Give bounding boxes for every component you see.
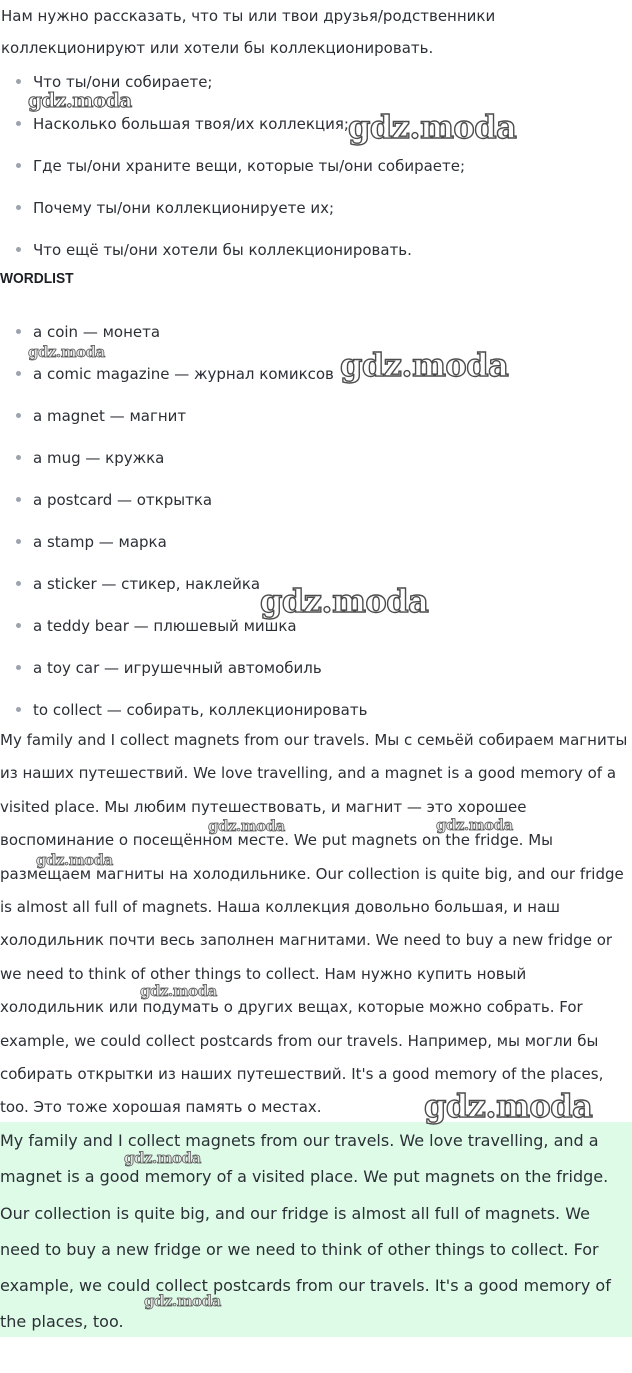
watermark-logo: gdz.moda [260,582,429,620]
bullet-icon [16,707,21,712]
bullet-icon [16,497,21,502]
list-item: Что ты/они собираете; [0,72,632,114]
watermark-logo: gdz.moda [124,1149,201,1167]
bullet-icon [16,581,21,586]
list-item: a coin — монета [0,322,632,364]
bullet-icon [16,371,21,376]
list-item: to collect — собирать, коллекционировать [0,700,632,742]
watermark-logo: gdz.moda [208,817,285,835]
intro-line-1: Нам нужно рассказать, что ты или твои друзья/родственники [1,7,496,25]
wordlist [0,322,632,742]
watermark-logo: gdz.moda [28,343,105,361]
list-item: a toy car — игрушечный автомобиль [0,658,632,700]
bullet-icon [16,247,21,252]
bullet-icon [16,163,21,168]
list-item: a postcard — открытка [0,490,632,532]
bullet-icon [16,205,21,210]
watermark-logo: gdz.moda [36,851,113,869]
bullet-icon [16,623,21,628]
watermark-logo: gdz.moda [140,982,217,1000]
bullet-icon [16,539,21,544]
watermark-logo: gdz.moda [340,346,509,384]
watermark-logo: gdz.moda [144,1292,221,1310]
list-item: a magnet — магнит [0,406,632,448]
bullet-icon [16,329,21,334]
bullet-icon [16,79,21,84]
bullet-icon [16,413,21,418]
watermark-logo: gdz.moda [424,1087,593,1125]
intro-block [0,0,632,58]
list-item: a comic magazine — журнал комиксов [0,364,632,406]
watermark-logo: gdz.moda [436,816,513,834]
wordlist-heading: WORDLIST [0,270,74,287]
bullet-icon [16,665,21,670]
answer-box [0,1122,632,1337]
bullet-icon [16,121,21,126]
list-item: Что ещё ты/они хотели бы коллекционировать. [0,240,632,282]
watermark-logo: gdz.moda [28,88,132,112]
list-item: a teddy bear — плюшевый мишка [0,616,632,658]
watermark-logo: gdz.moda [348,108,517,146]
list-item: a stamp — марка [0,532,632,574]
intro-line-2: коллекционируют или хотели бы коллекционировать. [1,39,434,57]
list-item: a mug — кружка [0,448,632,490]
list-item: Почему ты/они коллекционируете их; [0,198,632,240]
answer-text: My family and I collect magnets from our travels. We love travelling, and a magnet is a good memory of a visited place. We put magnets on the fridge. Our collection is quite big, and our fridge is almost all full of magnets. We need to buy a new fridge or we need to think of other things to collect. For example, we could collect postcards from our travels. It's a good memory of the places, too. [0,1131,611,1332]
list-item: a sticker — стикер, наклейка [0,574,632,616]
list-item: Насколько большая твоя/их коллекция; [0,114,632,156]
list-item: Где ты/они храните вещи, которые ты/они собираете; [0,156,632,198]
bullet-icon [16,455,21,460]
bilingual-text: My family and I collect magnets from our travels. Мы с семьёй собираем магниты из наших путешествий. We love travelling, and a magnet is a good memory of a visited place. Мы любим путешествовать, и магнит — это хорошее воспоминание о посещённом месте. We put magnets on the fridge. Мы размещаем магниты на холодильнике. Our collection is quite big, and our fridge is almost all full of magnets. Наша коллекция довольно большая, и наш холодильник почти весь заполнен магнитами. We need to buy a new fridge or we need to think of other things to collect. Нам нужно купить новый холодильник или подумать о других вещах, которые можно собрать. For example, we could collect postcards from our travels. Например, мы могли бы собирать открытки из наших путешествий. It's a good memory of the places, too. Это тоже хорошая память о местах. [0,731,628,1117]
